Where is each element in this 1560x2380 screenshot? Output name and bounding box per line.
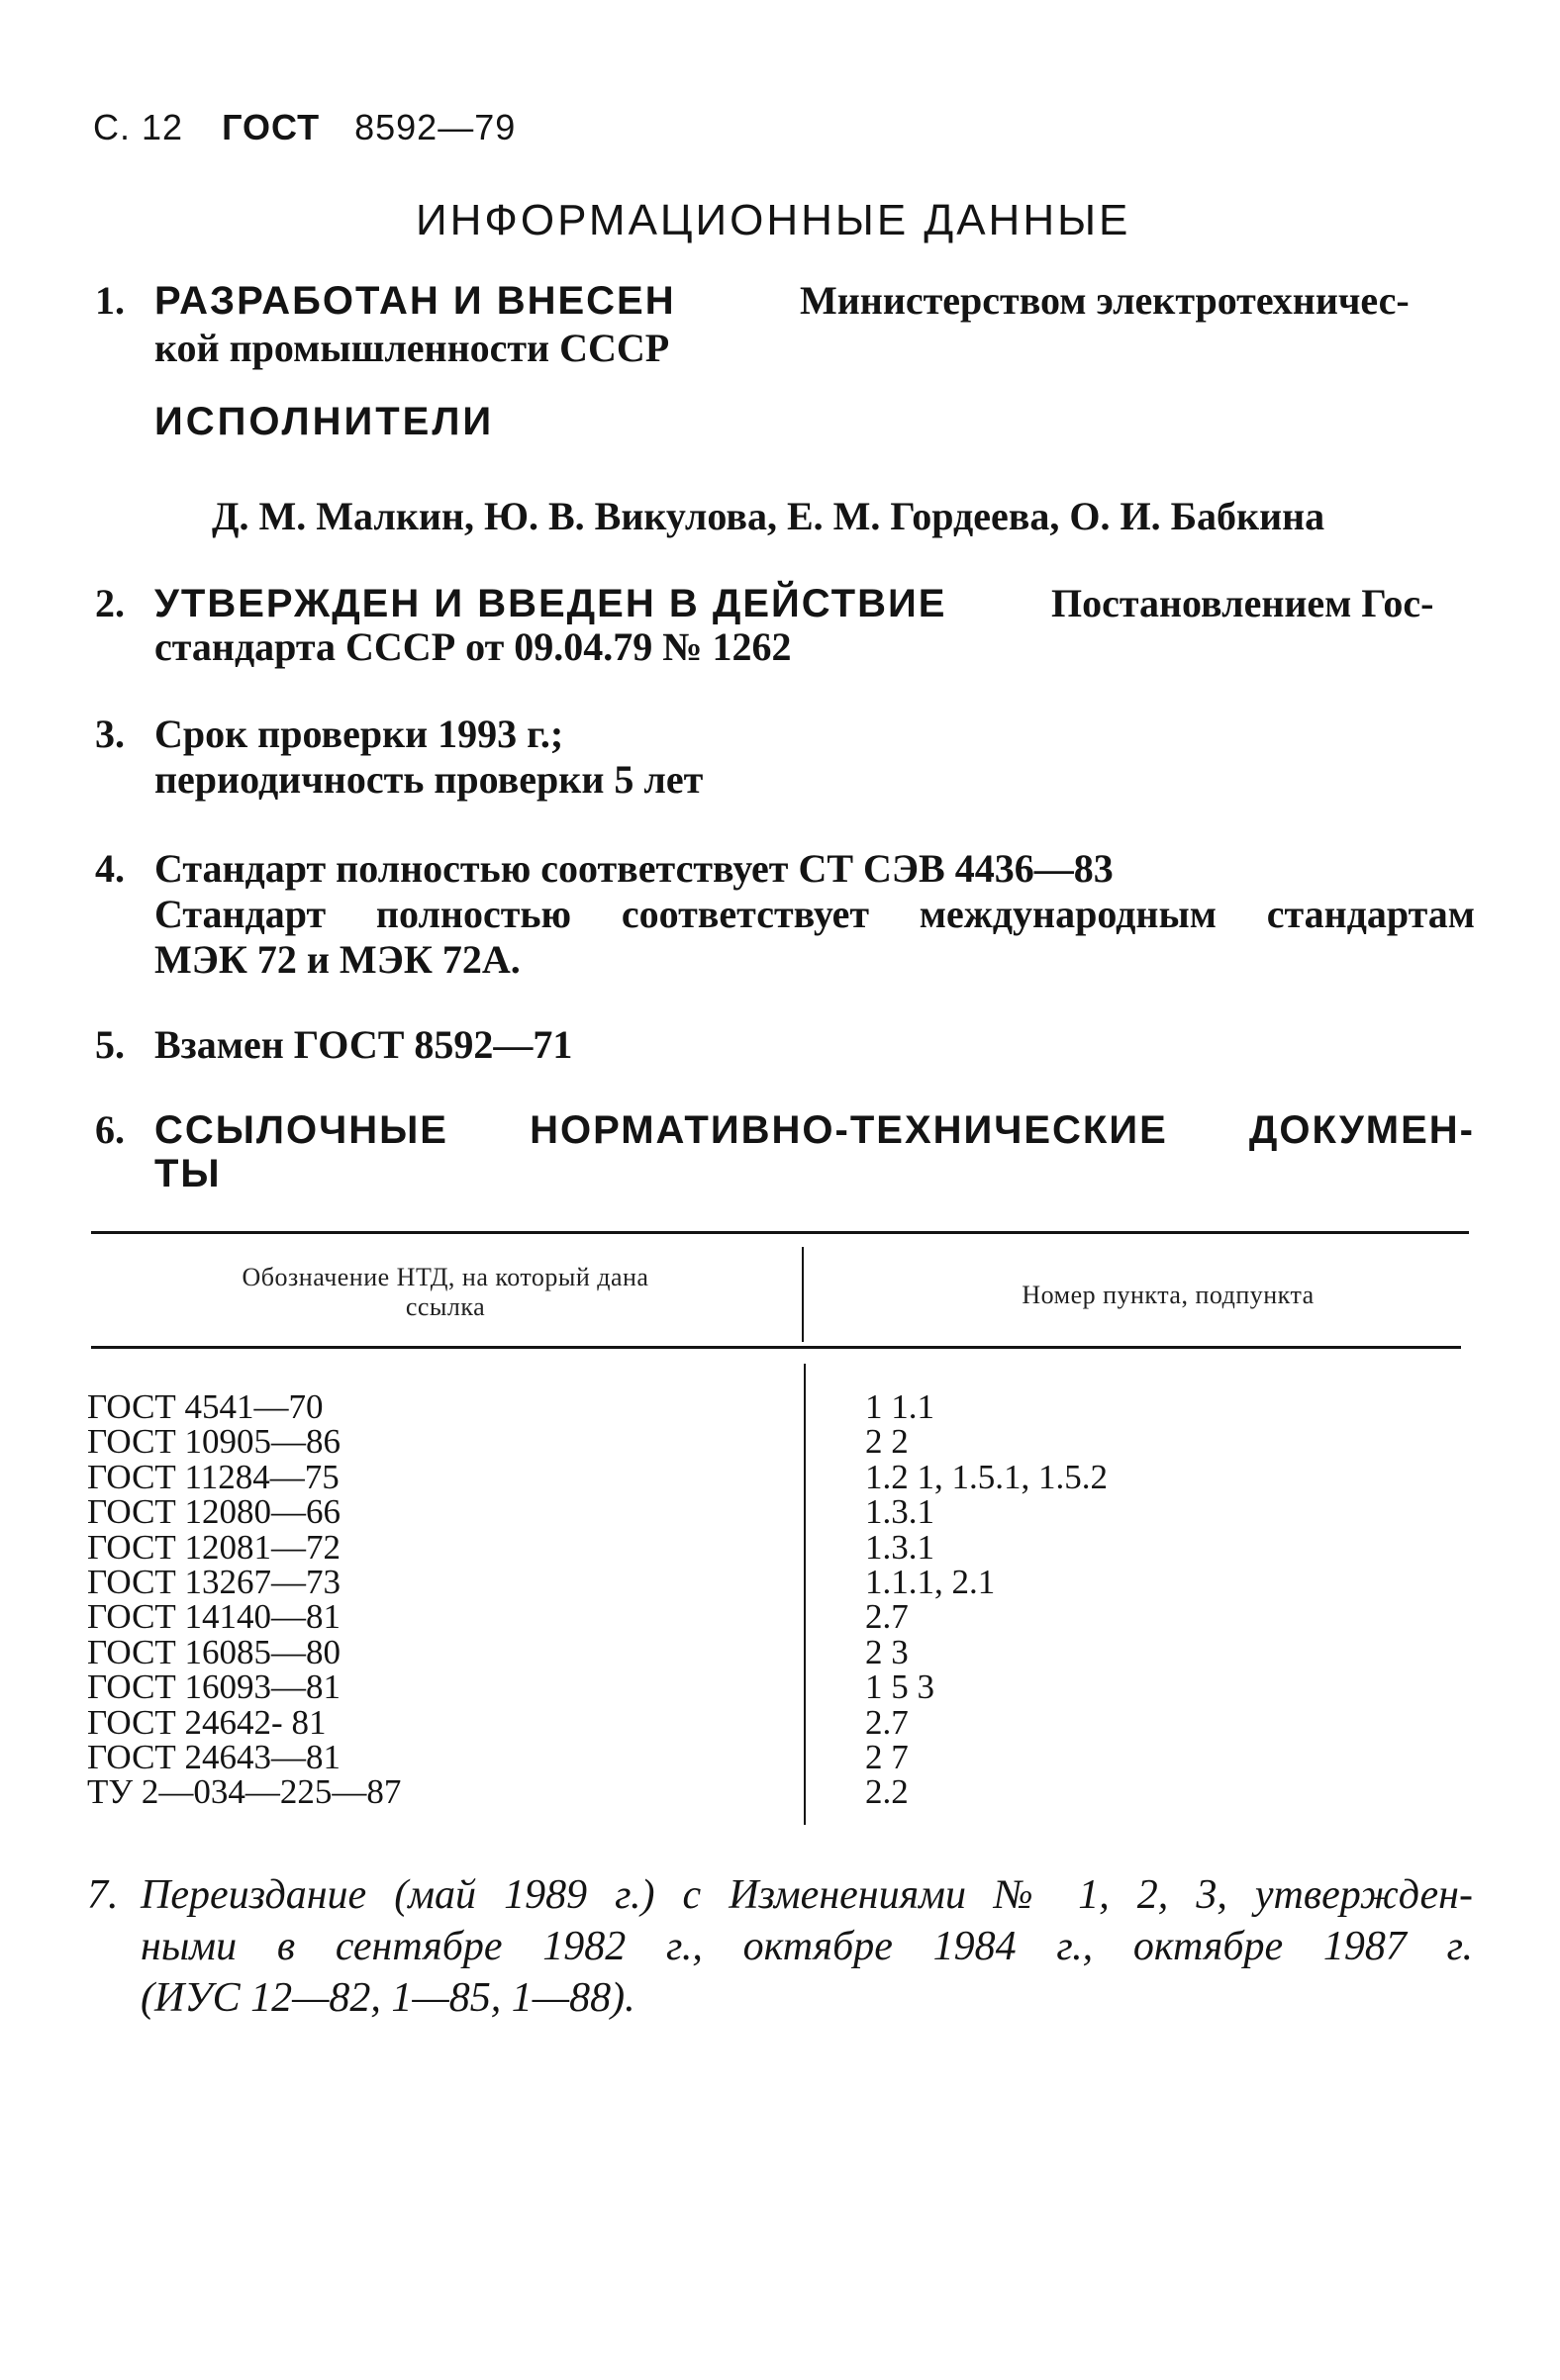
table-row-doc: ГОСТ 16085—80 bbox=[87, 1632, 341, 1671]
table-header-document-line2: ссылка bbox=[405, 1292, 486, 1321]
item-2-number: 2. bbox=[95, 581, 125, 625]
gost-number: 8592—79 bbox=[354, 107, 517, 147]
table-row-ref: 1 1.1 bbox=[865, 1387, 934, 1426]
item-4-line3: МЭК 72 и МЭК 72А. bbox=[154, 937, 521, 982]
table-row-ref: 1.3.1 bbox=[865, 1527, 934, 1567]
item-6-line2: ТЫ bbox=[154, 1152, 222, 1195]
item-3-number: 3. bbox=[95, 712, 125, 756]
table-row-ref: 2 7 bbox=[865, 1738, 909, 1777]
table-row-ref: 1 5 3 bbox=[865, 1667, 934, 1707]
table-body-divider bbox=[804, 1364, 806, 1825]
table-row-doc: ТУ 2—034—225—87 bbox=[87, 1772, 402, 1812]
item-1-number: 1. bbox=[95, 278, 125, 323]
table-row-doc: ГОСТ 12081—72 bbox=[87, 1527, 341, 1567]
table-row-doc: ГОСТ 16093—81 bbox=[87, 1667, 341, 1707]
item-1-text-line2: кой промышленности СССР bbox=[154, 326, 670, 370]
table-header-document bbox=[158, 1263, 732, 1322]
item-5-number: 5. bbox=[95, 1022, 125, 1067]
table-header-document-line1: Обозначение НТД, на который дана bbox=[242, 1263, 649, 1291]
item-7-number: 7. bbox=[87, 1872, 119, 1918]
item-4-line2: Стандарт полностью соответствует международным стандартам bbox=[154, 892, 1475, 936]
table-row-ref: 1.3.1 bbox=[865, 1492, 934, 1532]
table-row-doc: ГОСТ 12080—66 bbox=[87, 1492, 341, 1532]
item-5-text: Взамен ГОСТ 8592—71 bbox=[154, 1022, 573, 1067]
item-1-text-line1: Министерством электротехничес- bbox=[800, 278, 1410, 323]
item-4-number: 4. bbox=[95, 846, 125, 891]
item-7-line1: Переиздание (май 1989 г.) с Изменениями № 1, 2, 3, утвержден- bbox=[141, 1872, 1473, 1918]
table-row-doc: ГОСТ 24643—81 bbox=[87, 1738, 341, 1777]
table-row-ref: 2 2 bbox=[865, 1422, 909, 1462]
table-row-ref: 2.7 bbox=[865, 1597, 909, 1637]
gost-label: ГОСТ bbox=[222, 107, 321, 147]
table-header-divider bbox=[802, 1247, 804, 1342]
page-header bbox=[93, 107, 516, 148]
item-2-lead: УТВЕРЖДЕН И ВВЕДЕН В ДЕЙСТВИЕ bbox=[154, 582, 947, 625]
item-6-line1: ССЫЛОЧНЫЕ НОРМАТИВНО-ТЕХНИЧЕСКИЕ ДОКУМЕН- bbox=[154, 1108, 1475, 1152]
table-header-clause: Номер пункта, подпункта bbox=[1022, 1281, 1315, 1309]
executors-list: Д. М. Малкин, Ю. В. Викулова, Е. М. Гордеева, О. И. Бабкина bbox=[212, 494, 1325, 538]
table-row-ref: 2.2 bbox=[865, 1772, 909, 1812]
item-4-line1: Стандарт полностью соответствует СТ СЭВ 4436—83 bbox=[154, 846, 1114, 891]
item-7-line3: (ИУС 12—82, 1—85, 1—88). bbox=[141, 1975, 635, 2021]
table-row-ref: 1.1.1, 2.1 bbox=[865, 1563, 996, 1602]
table-row-ref: 1.2 1, 1.5.1, 1.5.2 bbox=[865, 1457, 1108, 1496]
item-3-line1: Срок проверки 1993 г.; bbox=[154, 712, 564, 756]
table-row-doc: ГОСТ 13267—73 bbox=[87, 1563, 341, 1602]
item-2-text-line1: Постановлением Гос- bbox=[1051, 581, 1434, 625]
table-row-doc: ГОСТ 4541—70 bbox=[87, 1387, 324, 1426]
item-6-number: 6. bbox=[95, 1107, 125, 1152]
item-1-lead: РАЗРАБОТАН И ВНЕСЕН bbox=[154, 279, 676, 323]
table-row-ref: 2 3 bbox=[865, 1632, 909, 1671]
table-column-documents bbox=[87, 1389, 401, 1810]
table-row-doc: ГОСТ 14140—81 bbox=[87, 1597, 341, 1637]
executors-heading: ИСПОЛНИТЕЛИ bbox=[154, 400, 495, 443]
table-row-ref: 2.7 bbox=[865, 1702, 909, 1742]
table-row-doc: ГОСТ 24642- 81 bbox=[87, 1702, 327, 1742]
page-number: С. 12 bbox=[93, 107, 184, 147]
item-2-text-line2: стандарта СССР от 09.04.79 № 1262 bbox=[154, 624, 792, 669]
table-column-clauses bbox=[865, 1389, 1108, 1810]
table-row-doc: ГОСТ 11284—75 bbox=[87, 1457, 340, 1496]
table-header-rule bbox=[91, 1346, 1461, 1349]
item-3-line2: периодичность проверки 5 лет bbox=[154, 757, 704, 802]
table-row-doc: ГОСТ 10905—86 bbox=[87, 1422, 341, 1462]
table-top-rule bbox=[91, 1231, 1469, 1234]
item-7-line2: ными в сентябре 1982 г., октябре 1984 г., октябре 1987 г. bbox=[141, 1924, 1473, 1969]
page-title: ИНФОРМАЦИОННЫЕ ДАННЫЕ bbox=[416, 196, 1131, 244]
